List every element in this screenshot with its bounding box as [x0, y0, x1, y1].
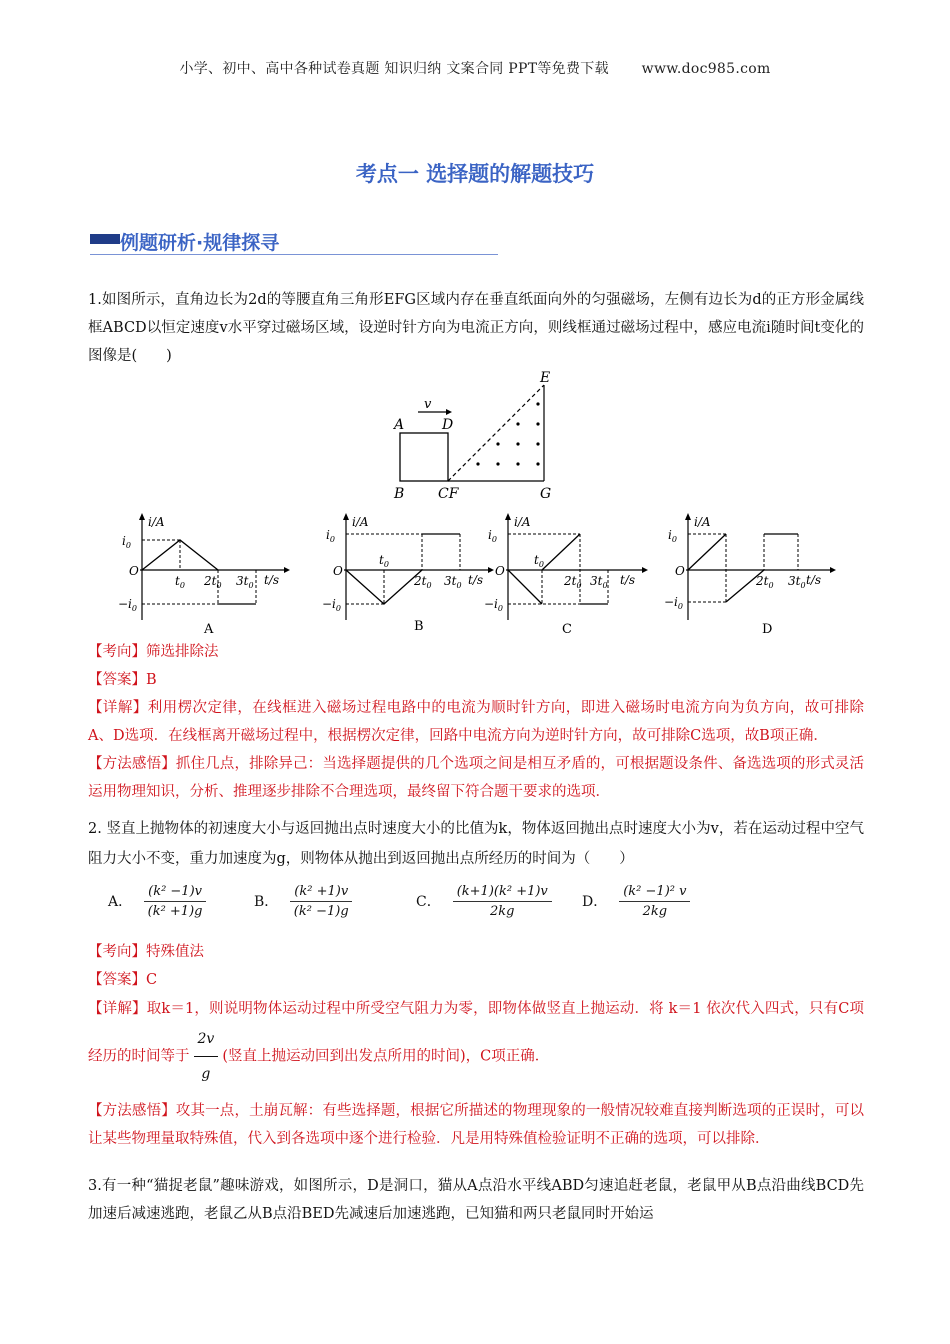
q1-text: 1.如图所示，直角边长为2d的等腰直角三角形EFG区域内存在垂直纸面向外的匀强磁场，左侧有边长为d的正方形金属线框ABCD以恒定速度v水平穿过磁场区域，设逆时针方向为电流正方向，则线框通过磁场过程中，感应电流i随时间t变化的图像是( ) — [88, 292, 864, 364]
svg-text:t/s: t/s — [806, 573, 822, 587]
triangle-hypotenuse — [448, 385, 544, 481]
svg-text:−i0 — [118, 597, 137, 613]
svg-text:i0 — [122, 534, 131, 550]
i0-label: i — [122, 534, 126, 548]
svg-text:3t0: $3t_0$ — [236, 574, 254, 590]
svg-text:i0: $i_0$ — [668, 528, 677, 544]
option-label-d: D — [762, 622, 773, 636]
svg-text:i0: $i_0$ — [488, 528, 497, 544]
square-frame — [400, 433, 448, 481]
header-slogan: 小学、初中、高中各种试卷真题 知识归纳 文案合同 PPT等免费下载 — [179, 61, 609, 77]
section-bar-decoration — [90, 234, 120, 244]
page-title: 考点一 选择题的解题技巧 — [355, 162, 595, 186]
section-underline — [90, 254, 498, 255]
q1-answer: B — [146, 672, 157, 688]
option-label-a: A — [204, 622, 214, 636]
q2-option-c[interactable]: C． $\frac{\text{(k+1)(k² +1)v}}{2kg}$ — [416, 877, 552, 925]
q1-detail: 利用楞次定律，在线框进入磁场过程电路中的电流为顺时针方向，即进入磁场时电流方向为负方向，故可排除A、D选项．在线框离开磁场过程中，根据楞次定律，回路中电流方向为逆时针方向，故可排除C选项，故B项正确． — [88, 700, 865, 744]
q2-detail-b: (竖直上抛运动回到出发点所用的时间)，C项正确． — [222, 1048, 550, 1065]
label-G: G — [540, 486, 552, 502]
velocity-arrowhead — [446, 409, 452, 415]
svg-text:t0: $t_0$ — [175, 574, 185, 590]
svg-text:i/A: i/A — [694, 515, 711, 529]
q2-kaoxiang: 特殊值法 — [146, 944, 204, 960]
svg-text:t0: $t_0$ — [534, 553, 544, 569]
svg-text:O: O — [495, 564, 505, 578]
svg-text:i/A: i/A — [514, 515, 531, 529]
q1-field-figure — [390, 368, 570, 502]
x-axis-label: t/s — [264, 573, 280, 587]
magnetic-field-dots — [476, 402, 539, 465]
q1-graph-option-a[interactable] — [118, 512, 298, 636]
svg-text:i/A: i/A — [352, 515, 369, 529]
q3-text: 3.有一种“猫捉老鼠”趣味游戏，如图所示，D是洞口，猫从A点沿水平线ABD匀速追赶老鼠，老鼠甲从B点沿曲线BCD先加速后减速逃跑，老鼠乙从B点沿BED先减速后加速逃跑，已知猫和两只老鼠同时开始运 — [88, 1178, 864, 1222]
label-B: B — [394, 486, 405, 502]
q2-method: 攻其一点，土崩瓦解：有些选择题，根据它所描述的物理现象的一般情况较难直接判断选项的正误时，可以让某些物理量取特殊值，代入到各选项中逐个进行检验．凡是用特殊值检验证明不正确的选项，可以排除． — [88, 1103, 865, 1147]
svg-text:3t0: $3t_0$ — [590, 574, 608, 590]
option-label-c: C — [562, 622, 572, 636]
label-D: D — [442, 417, 454, 433]
header-url[interactable]: www.doc985.com — [641, 61, 771, 77]
label-A: A — [394, 417, 405, 433]
q2-frac-den: g — [201, 1066, 211, 1082]
i0-sub: 0 — [125, 541, 131, 550]
svg-text:2t0: $2t_0$ — [204, 574, 222, 590]
option-label-b: B — [414, 619, 424, 634]
q1-method: 抓住几点，排除异己：当选择题提供的几个选项之间是相互矛盾的，可根据题设条件、备选选项的形式灵活运用物理知识，分析、推理逐步排除不合理选项，最终留下符合题干要求的选项． — [88, 756, 865, 800]
section-title: 例题研析·规律探寻 — [120, 232, 280, 254]
q1-graph-option-d[interactable] — [664, 512, 844, 636]
q1-kaoxiang: 筛选排除法 — [146, 644, 219, 660]
q2-options — [108, 877, 868, 925]
svg-text:−i0: $-i_0$ — [484, 597, 503, 613]
label-E: E — [540, 370, 551, 386]
q2-option-b[interactable]: B． $\frac{\text{(k² +1)v}}{\text{(k² −1)g}}$ — [254, 877, 352, 925]
q2-option-a[interactable]: A． $\frac{\text{(k² −1)v}}{\text{(k² +1)g}}$ — [108, 877, 206, 925]
svg-text:−i0: $-i_0$ — [322, 597, 341, 613]
svg-text:2t0: $2t_0$ — [414, 574, 432, 590]
svg-text:O: O — [675, 564, 685, 578]
site-header — [0, 58, 950, 78]
label-v: v — [424, 397, 432, 412]
q2-analysis: 【考向】特殊值法 【答案】C 【详解】取k＝1，则说明物体运动过程中所受空气阻力为零，即物体做竖直上抛运动．将 k＝1 依次代入四式，只有C项经历的时间等于 $\frac{2v}{g}$ (竖直上抛运动回到出发点所用的时间)，C项正确． 【方法感悟】攻其一点，土崩瓦解：有些选择题，根据它所描述的物理现象的一般情况较难直接判断选项的正误时，可以让某些物理量取特殊值，代入到各选项中逐个进行检验．凡是用特殊值检验证明不正确的选项，可以排除． — [88, 944, 865, 1147]
svg-text:3t0: $3t_0$ — [788, 574, 806, 590]
q2-text: 2. 竖直上抛物体的初速度大小与返回抛出点时速度大小的比值为k，物体返回抛出点时速度大小为v，若在运动过程中空气阻力大小不变，重力加速度为g，则物体从抛出到返回抛出点所经历的时间为（ ） — [88, 821, 864, 867]
q2-detail-a: 取k＝1，则说明物体运动过程中所受空气阻力为零，即物体做竖直上抛运动．将 k＝1 依次代入四式，只有C项经历的时间等于 — [88, 1001, 864, 1065]
svg-text:t0: $t_0$ — [379, 553, 389, 569]
q2-answer: C — [146, 972, 158, 988]
label-CF: CF — [438, 486, 459, 502]
q1-analysis: 【考向】筛选排除法 【答案】B 【详解】利用楞次定律，在线框进入磁场过程电路中的电流为顺时针方向，即进入磁场时电流方向为负方向，故可排除A、D选项．在线框离开磁场过程中，根据楞次定律，回路中电流方向为逆时针方向，故可排除C选项，故B项正确． 【方法感悟】抓住几点，排除异己：当选择题提供的几个选项之间是相互矛盾的，可根据题设条件、备选选项的形式灵活运用物理知识，分析、推理逐步排除不合理选项，最终留下符合题干要求的选项． — [88, 644, 865, 800]
svg-text:3t0: $3t_0$ — [444, 574, 462, 590]
y-axis-label: i/A — [148, 515, 165, 529]
origin-label: O — [129, 564, 139, 578]
q1-graph-option-b[interactable] — [322, 512, 502, 636]
neg-i0-sub: 0 — [131, 604, 137, 613]
svg-text:2t0: $2t_0$ — [756, 574, 774, 590]
neg-i0-label: −i — [118, 597, 132, 611]
q1-graph-option-c[interactable] — [484, 512, 664, 636]
svg-text:t/s: t/s — [468, 573, 484, 587]
svg-text:t/s: t/s — [620, 573, 636, 587]
svg-text:−i0: $-i_0$ — [664, 595, 683, 611]
q2-option-d[interactable]: D． $\frac{\text{(k² −1)² v}}{2kg}$ — [582, 877, 690, 925]
svg-text:O: O — [333, 564, 343, 578]
svg-text:2t0: $2t_0$ — [564, 574, 582, 590]
svg-text:i0: $i_0$ — [326, 528, 335, 544]
q2-frac-num: 2v — [194, 1024, 219, 1057]
